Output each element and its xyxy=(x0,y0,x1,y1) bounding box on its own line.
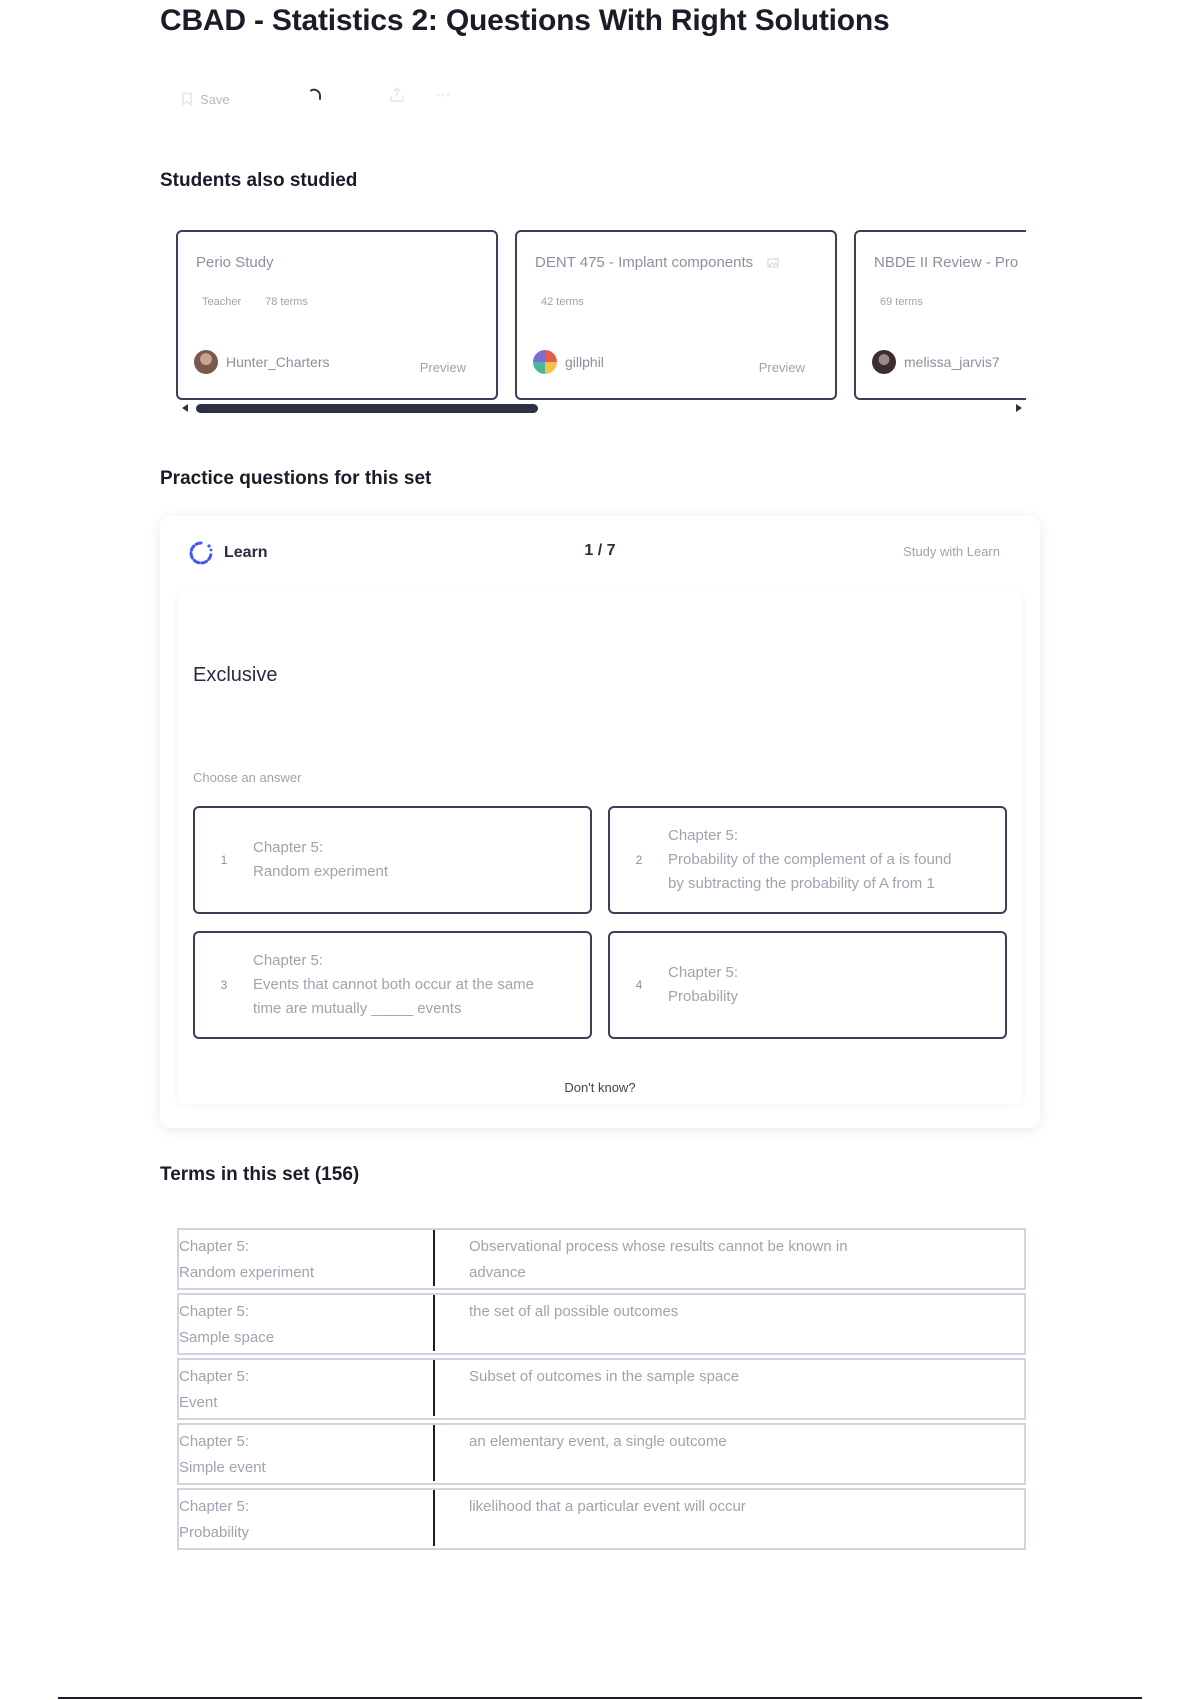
term-row xyxy=(177,1293,1026,1355)
students-also-studied-heading: Students also studied xyxy=(160,170,358,191)
term-row xyxy=(177,1358,1026,1420)
card-username: gillphil xyxy=(565,354,604,370)
card-role: Teacher xyxy=(202,296,242,308)
card-title xyxy=(535,254,779,271)
term-definition: Observational process whose results cannot be known in advance xyxy=(469,1238,848,1281)
option-text: Chapter 5: Random experiment xyxy=(253,839,389,880)
save-label: Save xyxy=(200,91,230,107)
option-number: 1 xyxy=(220,853,228,867)
term-divider xyxy=(433,1490,435,1546)
save-button[interactable] xyxy=(180,92,230,107)
learn-icon xyxy=(188,540,214,566)
image-icon xyxy=(767,257,779,269)
term-text: Chapter 5: Sample space xyxy=(179,1303,275,1346)
term-text: Chapter 5: Probability xyxy=(179,1498,250,1541)
option-text: Chapter 5: Probability xyxy=(668,964,739,1005)
option-number: 4 xyxy=(635,978,643,992)
term-row xyxy=(177,1423,1026,1485)
carousel-scrollbar[interactable] xyxy=(180,402,1026,414)
practice-questions-heading: Practice questions for this set xyxy=(160,468,432,489)
footer-divider xyxy=(58,1697,1142,1699)
scroll-right-arrow-icon[interactable] xyxy=(1016,404,1022,412)
card-user xyxy=(533,350,604,374)
related-set-card[interactable] xyxy=(176,230,498,400)
card-meta xyxy=(202,296,308,308)
card-terms: 42 terms xyxy=(541,296,584,308)
option-number: 2 xyxy=(635,853,643,867)
option-text: Chapter 5: Probability of the complement of a is found by subtracting the probability of A from 1 xyxy=(668,827,952,892)
question-card xyxy=(177,590,1023,1104)
avatar xyxy=(194,350,218,374)
answer-option-4[interactable] xyxy=(608,931,1007,1039)
card-meta xyxy=(880,296,923,308)
terms-list xyxy=(177,1228,1026,1553)
related-set-card[interactable] xyxy=(854,230,1026,400)
card-terms: 78 terms xyxy=(265,296,308,308)
toolbar xyxy=(180,84,230,114)
page-title: CBAD - Statistics 2: Questions With Right Solutions xyxy=(160,4,890,37)
avatar xyxy=(872,350,896,374)
card-user xyxy=(872,350,1000,374)
term-divider xyxy=(433,1295,435,1351)
card-username: melissa_jarvis7 xyxy=(904,354,1000,370)
term-text: Chapter 5: Event xyxy=(179,1368,250,1411)
learn-mode-label xyxy=(188,540,268,566)
answer-option-2[interactable] xyxy=(608,806,1007,914)
answer-option-1[interactable] xyxy=(193,806,592,914)
term-row xyxy=(177,1488,1026,1550)
option-text: Chapter 5: Events that cannot both occur at the same time are mutually _____ events xyxy=(253,952,535,1017)
card-meta xyxy=(541,296,584,308)
term-definition: an elementary event, a single outcome xyxy=(469,1433,727,1450)
card-user xyxy=(194,350,330,374)
card-username: Hunter_Charters xyxy=(226,354,330,370)
term-definition: Subset of outcomes in the sample space xyxy=(469,1368,740,1385)
avatar xyxy=(533,350,557,374)
loading-spinner-icon xyxy=(304,84,326,106)
term-definition: the set of all possible outcomes xyxy=(469,1303,679,1320)
card-title: Perio Study xyxy=(196,254,274,271)
option-number: 3 xyxy=(220,978,228,992)
term-row xyxy=(177,1228,1026,1290)
preview-link[interactable]: Preview xyxy=(419,360,466,375)
card-terms: 69 terms xyxy=(880,296,923,308)
answer-option-3[interactable] xyxy=(193,931,592,1039)
choose-answer-label: Choose an answer xyxy=(193,770,302,785)
term-text: Chapter 5: Random experiment xyxy=(179,1238,315,1281)
more-icon[interactable] xyxy=(432,84,454,106)
study-with-learn-link[interactable]: Study with Learn xyxy=(903,544,1000,559)
question-progress: 1 / 7 xyxy=(584,542,616,559)
dont-know-button[interactable]: Don't know? xyxy=(564,1080,636,1095)
bookmark-icon xyxy=(180,92,194,106)
preview-link[interactable]: Preview xyxy=(758,360,805,375)
term-divider xyxy=(433,1360,435,1416)
card-title: NBDE II Review - Pro xyxy=(874,254,1019,271)
learn-label: Learn xyxy=(224,544,268,561)
term-text: Chapter 5: Simple event xyxy=(179,1433,266,1476)
terms-heading: Terms in this set (156) xyxy=(160,1164,360,1185)
card-title-text: DENT 475 - Implant components xyxy=(535,254,754,271)
scrollbar-thumb[interactable] xyxy=(196,404,538,413)
share-icon[interactable] xyxy=(386,84,408,106)
learn-panel xyxy=(160,516,1040,1128)
question-prompt: Exclusive xyxy=(193,664,278,686)
related-set-card[interactable] xyxy=(515,230,837,400)
scroll-left-arrow-icon[interactable] xyxy=(182,404,188,412)
term-divider xyxy=(433,1425,435,1481)
related-sets-carousel xyxy=(176,230,1026,400)
term-divider xyxy=(433,1230,435,1286)
term-definition: likelihood that a particular event will occur xyxy=(469,1498,746,1515)
